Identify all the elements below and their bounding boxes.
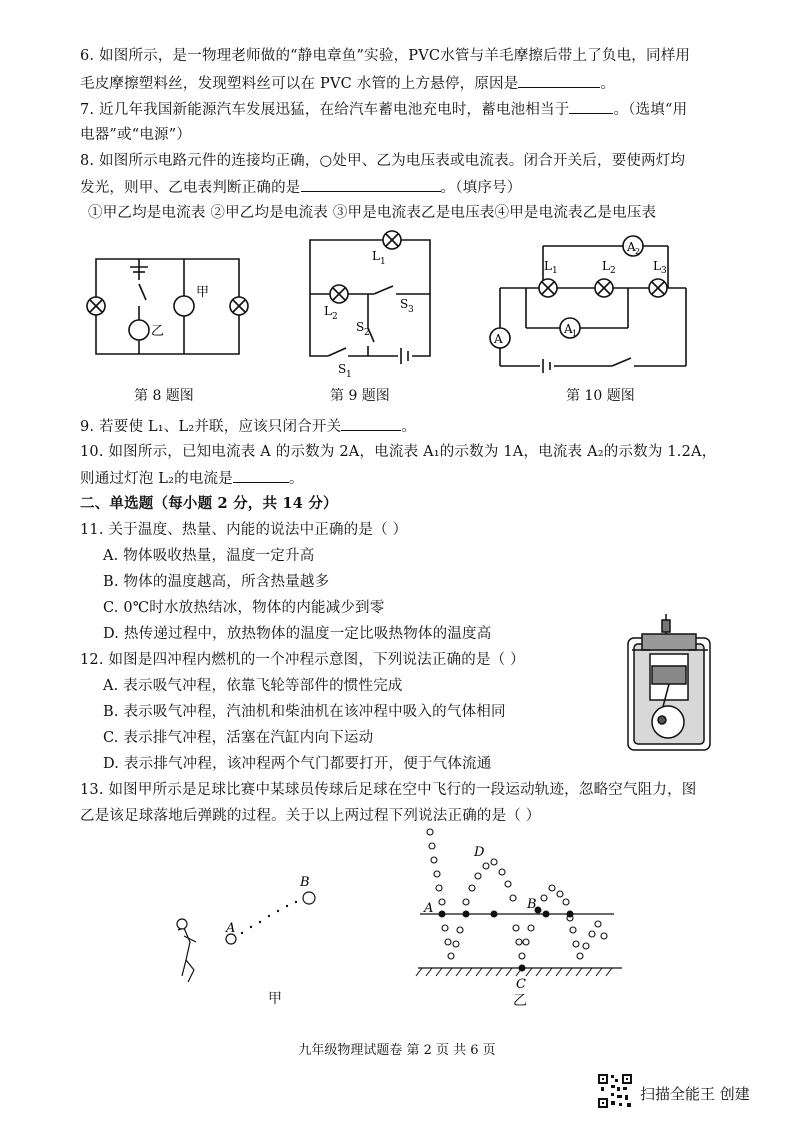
page-footer: 九年级物理试题卷 第 2 页 共 6 页 — [298, 1043, 496, 1058]
q11-option-a[interactable]: A. 物体吸收热量，温度一定升高 — [103, 548, 315, 564]
q8-line2: 发光，则甲、乙电表判断正确的是 。（填序号） — [80, 177, 521, 198]
svg-text:L: L — [372, 249, 380, 263]
svg-text:1: 1 — [552, 266, 558, 276]
q11-option-b[interactable]: B. 物体的温度越高，所含热量越多 — [103, 574, 330, 590]
svg-text:3: 3 — [408, 305, 414, 315]
svg-text:2: 2 — [332, 312, 338, 322]
q9-line: 9. 若要使 L₁、L₂并联，应该只闭合开关 。 — [80, 416, 416, 437]
engine-stroke-diagram — [620, 610, 720, 755]
svg-text:L: L — [653, 259, 661, 273]
figure-8-circuit — [84, 252, 254, 362]
svg-text:B: B — [300, 875, 310, 890]
svg-text:1: 1 — [346, 370, 352, 378]
svg-text:D: D — [474, 845, 485, 860]
q12-option-a[interactable]: A. 表示吸气冲程，依靠飞轮等部件的惯性完成 — [103, 678, 403, 694]
qr-code-icon — [597, 1073, 633, 1109]
answer-blank[interactable] — [518, 73, 600, 88]
q11-stem: 11. 关于温度、热量、内能的说法中正确的是（ ） — [80, 522, 408, 538]
q7-line1: 7. 近几年我国新能源汽车发展迅猛，在给汽车蓄电池充电时，蓄电池相当于 。（选填“用 — [80, 99, 687, 120]
q8-line1: 8. 如图所示电路元件的连接均正确，○处甲、乙为电压表或电流表。闭合开关后，要使两灯均 — [80, 153, 686, 169]
svg-text:2: 2 — [635, 247, 641, 256]
svg-text:A: A — [424, 901, 434, 916]
q6-line2: 毛皮摩擦塑料丝，发现塑料丝可以在 PVC 水管的上方悬停，原因是 。 — [80, 73, 615, 94]
svg-text:2: 2 — [364, 328, 370, 338]
label-yi-13: 乙 — [513, 993, 527, 1009]
q11-option-c[interactable]: C. 0℃时水放热结冰，物体的内能减少到零 — [103, 600, 385, 616]
fig9-caption: 第 9 题图 — [330, 388, 390, 404]
q7-line2: 电器”或“电源”） — [80, 127, 192, 143]
svg-text:3: 3 — [661, 266, 667, 276]
q6-text: 毛皮摩擦塑料丝，发现塑料丝可以在 PVC 水管的上方悬停，原因是 — [80, 76, 519, 92]
q12-option-b[interactable]: B. 表示吸气冲程，汽油机和柴油机在该冲程中吸入的气体相同 — [103, 704, 506, 720]
q10-line2: 则通过灯泡 L₂的电流是 。 — [80, 468, 304, 489]
svg-text:A: A — [494, 332, 503, 346]
svg-text:C: C — [516, 977, 526, 992]
svg-text:A: A — [226, 921, 236, 936]
figure-10-circuit — [488, 228, 698, 376]
svg-text:B: B — [527, 897, 537, 912]
q10-line1: 10. 如图所示，已知电流表 A 的示数为 2A，电流表 A₁的示数为 1A，电流表 A₂的示数为 1.2A， — [80, 444, 717, 460]
figure-13-yi-bounce — [410, 820, 630, 1000]
q6-line1: 6. 如图所示，是一物理老师做的“静电章鱼”实验，PVC水管与羊毛摩擦后带上了负电，同样用 — [80, 48, 691, 64]
label-jia-13: 甲 — [268, 991, 282, 1007]
svg-text:S: S — [400, 297, 409, 311]
figure-9-circuit — [298, 228, 443, 378]
svg-text:2: 2 — [610, 266, 616, 276]
fig10-caption: 第 10 题图 — [566, 388, 635, 404]
q13-line1: 13. 如图甲所示是足球比赛中某球员传球后足球在空中飞行的一段运动轨迹，忽略空气阻力，图 — [80, 782, 697, 798]
answer-blank[interactable] — [569, 99, 613, 114]
q12-option-d[interactable]: D. 表示排气冲程，该冲程两个气门都要打开，便于气体流通 — [103, 756, 492, 772]
fig8-caption: 第 8 题图 — [134, 388, 194, 404]
answer-blank[interactable] — [341, 416, 401, 431]
svg-text:A: A — [627, 240, 636, 254]
svg-text:L: L — [544, 259, 552, 273]
figure-13-jia-kick — [168, 870, 338, 990]
answer-blank[interactable] — [301, 177, 441, 192]
q12-stem: 12. 如图是四冲程内燃机的一个冲程示意图，下列说法正确的是（ ） — [80, 652, 525, 668]
svg-text:S: S — [338, 362, 347, 376]
q13-line2: 乙是该足球落地后弹跳的过程。关于以上两过程下列说法正确的是（ ） — [80, 808, 541, 824]
svg-text:S: S — [356, 320, 365, 334]
label-yi: 乙 — [151, 324, 165, 339]
q8-options: ①甲乙均是电流表 ②甲乙均是电流表 ③甲是电流表乙是电压表④甲是电流表乙是电压表 — [88, 205, 657, 221]
svg-text:1: 1 — [572, 329, 578, 338]
q11-option-d[interactable]: D. 热传递过程中，放热物体的温度一定比吸热物体的温度高 — [103, 626, 492, 642]
svg-text:A: A — [564, 322, 573, 336]
q12-option-c[interactable]: C. 表示排气冲程，活塞在汽缸内向下运动 — [103, 730, 374, 746]
label-jia: 甲 — [196, 285, 210, 300]
section-heading: 二、单选题（每小题 2 分，共 14 分） — [80, 495, 338, 512]
answer-blank[interactable] — [233, 468, 289, 483]
svg-text:L: L — [324, 304, 332, 318]
svg-text:1: 1 — [380, 257, 386, 267]
scanner-watermark: 扫描全能王 创建 — [640, 1085, 750, 1103]
svg-text:L: L — [602, 259, 610, 273]
